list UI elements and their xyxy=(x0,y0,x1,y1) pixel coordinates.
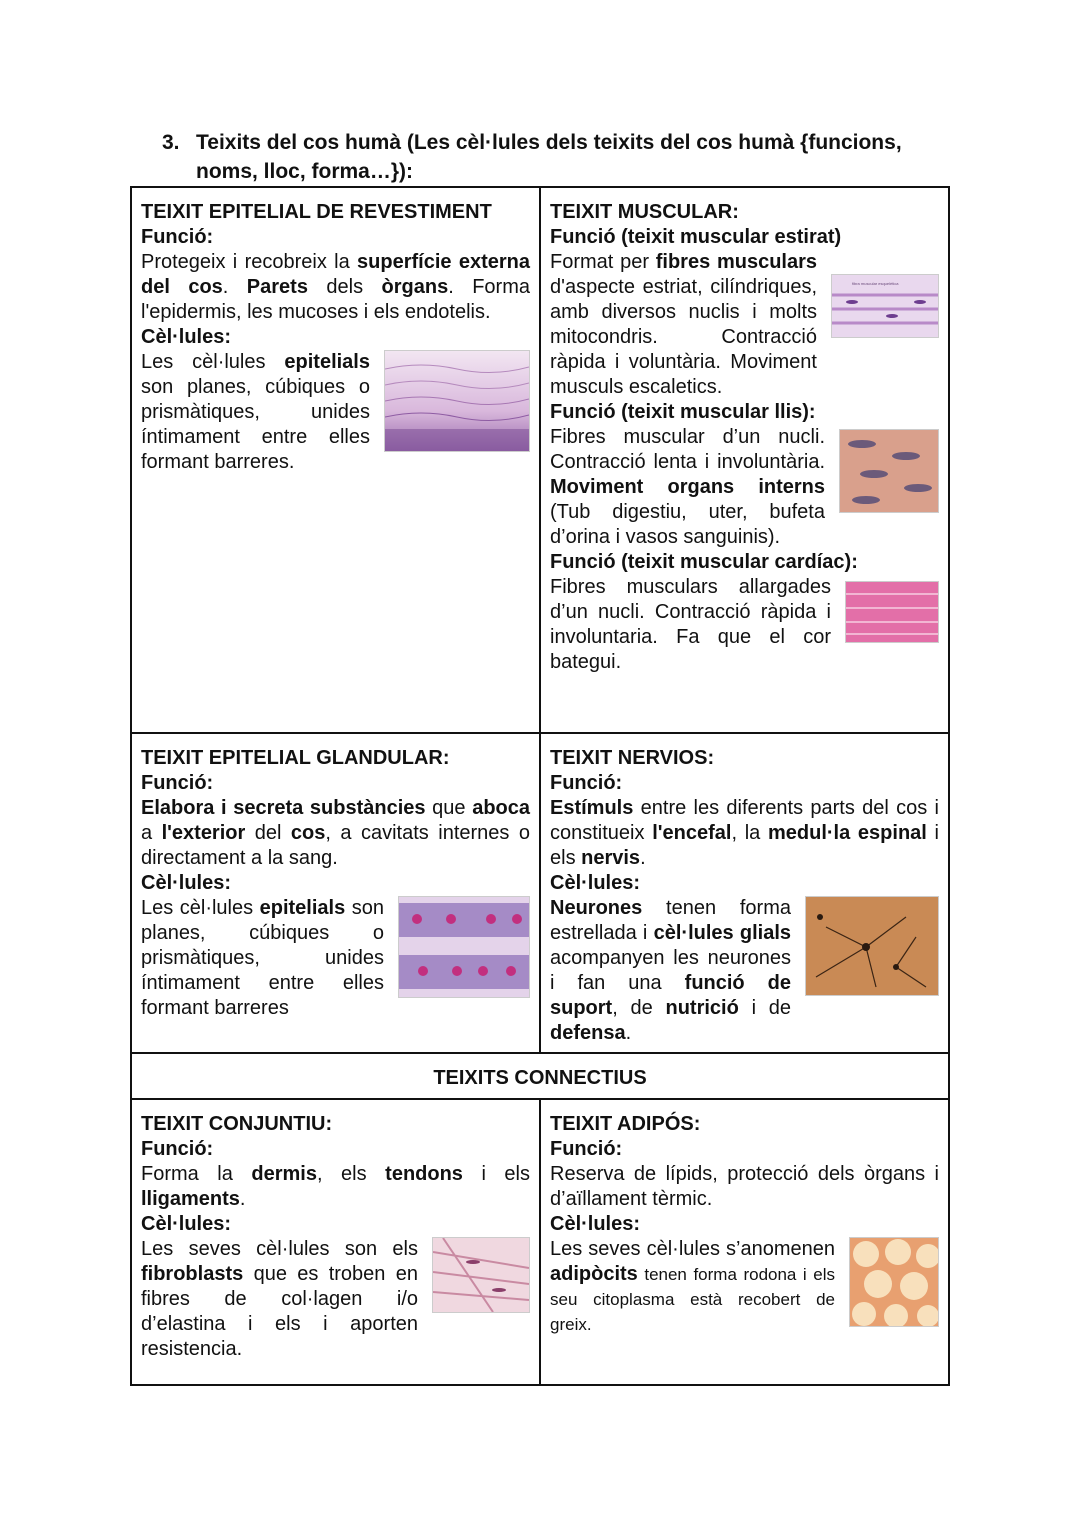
cell-nervios xyxy=(540,733,949,1053)
cell-adipos xyxy=(540,1099,949,1385)
cardiac-muscle-image xyxy=(845,581,939,643)
section-heading xyxy=(162,128,952,186)
cell-title: TEIXIT EPITELIAL DE REVESTIMENT xyxy=(141,201,492,223)
cardiac-label: Funció (teixit muscular cardíac): xyxy=(550,551,858,573)
striated-muscle-image-label: fibra muscular esquelètica xyxy=(852,281,899,286)
striated-muscle-image xyxy=(831,274,939,338)
table-row xyxy=(131,733,949,1053)
cell-title: TEIXIT ADIPÓS: xyxy=(550,1113,701,1135)
adipose-tissue-image xyxy=(849,1237,939,1327)
funcio-label: Funció: xyxy=(141,1138,214,1160)
tissues-table xyxy=(130,186,950,1386)
cells-text: Les seves cèl·lules s’anomenen adipòcits tenen forma rodona i els seu citoplasma està recobert de greix. xyxy=(550,1238,835,1334)
funcio-text: Reserva de lípids, protecció dels òrgans i d’aïllament tèrmic. xyxy=(550,1163,939,1210)
cells-text: Les seves cèl·lules son els fibroblasts que es troben en fibres de col·lagen i/o d’elastina i els i aporten resistencia. xyxy=(141,1238,418,1360)
cells-text: Neurones tenen forma estrellada i cèl·lules glials acompanyen les neurones i fan una funció de suport, de nutrició i de defensa. xyxy=(550,897,791,1044)
connectius-header: TEIXITS CONNECTIUS xyxy=(131,1053,949,1099)
cell-title: TEIXIT EPITELIAL GLANDULAR: xyxy=(141,747,450,769)
estirat-text: Format per fibres musculars d'aspecte estriat, cilíndriques, amb diversos nuclis i molts mitocondris. Contracció ràpida i voluntària. Moviment musculs escaletics. xyxy=(550,251,817,398)
cells-label: Cèl·lules: xyxy=(550,872,641,894)
smooth-muscle-image xyxy=(839,429,939,513)
cells-label: Cèl·lules: xyxy=(141,1213,232,1235)
funcio-label: Funció: xyxy=(550,772,623,794)
llis-label: Funció (teixit muscular llis): xyxy=(550,401,816,423)
cell-epitelial-glandular xyxy=(131,733,540,1053)
cells-label: Cèl·lules: xyxy=(141,326,232,348)
cell-title: TEIXIT MUSCULAR: xyxy=(550,201,739,223)
section-title: Teixits del cos humà (Les cèl·lules dels teixits del cos humà {funcions, noms, lloc, forma…}): xyxy=(196,131,902,183)
cell-muscular xyxy=(540,187,949,733)
cell-title: TEIXIT CONJUNTIU: xyxy=(141,1113,333,1135)
estirat-label: Funció (teixit muscular estirat) xyxy=(550,226,842,248)
connective-tissue-image xyxy=(432,1237,530,1313)
funcio-label: Funció: xyxy=(141,226,214,248)
table-row xyxy=(131,187,949,733)
glandular-tissue-image xyxy=(398,896,530,998)
cells-label: Cèl·lules: xyxy=(141,872,232,894)
nervous-tissue-image xyxy=(805,896,939,996)
section-number: 3. xyxy=(162,131,180,154)
funcio-text: Estímuls entre les diferents parts del cos i constitueix l'encefal, la medul·la espinal i els nervis. xyxy=(550,797,939,869)
cell-conjuntiu xyxy=(131,1099,540,1385)
funcio-label: Funció: xyxy=(550,1138,623,1160)
funcio-text: Protegeix i recobreix la superfície externa del cos. Parets dels òrgans. Forma l'epidermis, les mucoses i els endotelis. xyxy=(141,251,531,323)
cells-text: Les cèl·lules epitelials son planes, cúbiques o prismàtiques, unides íntimament entre elles formant barreres. xyxy=(141,351,370,473)
funcio-label: Funció: xyxy=(141,772,214,794)
llis-text: Fibres muscular d’un nucli. Contracció lenta i involuntària. Moviment organs interns (Tub digestiu, uter, bufeta d’orina i vasos sanguinis). xyxy=(550,426,825,548)
funcio-text: Elabora i secreta substàncies que aboca a l'exterior del cos, a cavitats internes o directament a la sang. xyxy=(141,797,531,869)
table-row xyxy=(131,1053,949,1099)
cell-title: TEIXIT NERVIOS: xyxy=(550,747,715,769)
table-row xyxy=(131,1099,949,1385)
cell-epitelial-revestiment xyxy=(131,187,540,733)
cells-label: Cèl·lules: xyxy=(550,1213,641,1235)
funcio-text: Forma la dermis, els tendons i els lligaments. xyxy=(141,1163,530,1210)
epithelial-tissue-image xyxy=(384,350,530,452)
cells-text: Les cèl·lules epitelials son planes, cúbiques o prismàtiques, unides íntimament entre elles formant barreres xyxy=(141,897,384,1019)
cardiac-text: Fibres musculars allargades d’un nucli. Contracció ràpida i involuntaria. Fa que el cor bategui. xyxy=(550,576,831,673)
